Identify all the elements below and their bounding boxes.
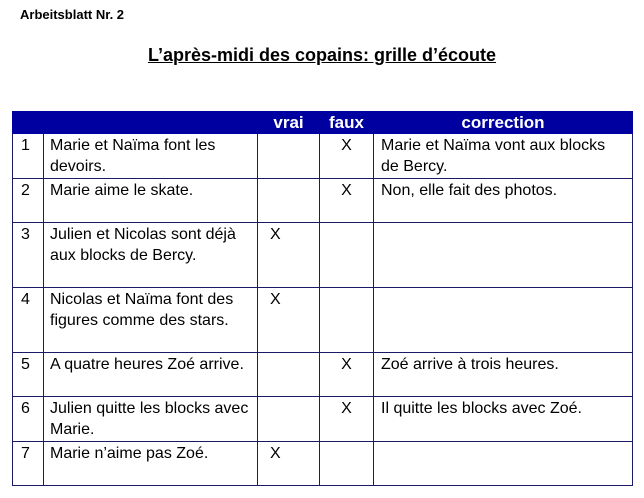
- correction-cell: Marie et Naïma vont aux blocks de Bercy.: [374, 134, 633, 179]
- table-row: [13, 134, 633, 179]
- header-vrai: vrai: [258, 112, 320, 134]
- faux-cell: [320, 288, 374, 353]
- faux-cell: X: [320, 134, 374, 179]
- faux-cell: X: [320, 353, 374, 397]
- table-row: [13, 179, 633, 223]
- statement-cell: Marie aime le skate.: [44, 179, 258, 223]
- vrai-cell: X: [258, 223, 320, 288]
- header-correction: correction: [374, 112, 633, 134]
- vrai-cell: X: [258, 442, 320, 486]
- row-number: 5: [13, 353, 44, 397]
- vrai-cell: [258, 134, 320, 179]
- listening-grid-table: [12, 111, 633, 486]
- correction-cell: Il quitte les blocks avec Zoé.: [374, 397, 633, 442]
- row-number: 3: [13, 223, 44, 288]
- faux-cell: X: [320, 397, 374, 442]
- vrai-cell: [258, 353, 320, 397]
- table-row: [13, 442, 633, 486]
- correction-cell: [374, 442, 633, 486]
- vrai-cell: [258, 397, 320, 442]
- faux-cell: [320, 442, 374, 486]
- row-number: 1: [13, 134, 44, 179]
- vrai-cell: [258, 179, 320, 223]
- table-row: [13, 223, 633, 288]
- table-row: [13, 353, 633, 397]
- statement-cell: Marie n’aime pas Zoé.: [44, 442, 258, 486]
- faux-cell: X: [320, 179, 374, 223]
- header-number: [13, 112, 44, 134]
- correction-cell: [374, 288, 633, 353]
- statement-cell: Nicolas et Naïma font des figures comme des stars.: [44, 288, 258, 353]
- vrai-cell: X: [258, 288, 320, 353]
- row-number: 4: [13, 288, 44, 353]
- table-header-row: [13, 112, 633, 134]
- statement-cell: Julien quitte les blocks avec Marie.: [44, 397, 258, 442]
- correction-cell: Zoé arrive à trois heures.: [374, 353, 633, 397]
- statement-cell: A quatre heures Zoé arrive.: [44, 353, 258, 397]
- table-row: [13, 288, 633, 353]
- header-faux: faux: [320, 112, 374, 134]
- row-number: 7: [13, 442, 44, 486]
- statement-cell: Julien et Nicolas sont déjà aux blocks de Bercy.: [44, 223, 258, 288]
- correction-cell: [374, 223, 633, 288]
- statement-cell: Marie et Naïma font les devoirs.: [44, 134, 258, 179]
- correction-cell: Non, elle fait des photos.: [374, 179, 633, 223]
- table-row: [13, 397, 633, 442]
- row-number: 6: [13, 397, 44, 442]
- row-number: 2: [13, 179, 44, 223]
- page-title: L’après-midi des copains: grille d’écoute: [147, 45, 497, 65]
- faux-cell: [320, 223, 374, 288]
- header-statement: [44, 112, 258, 134]
- worksheet-label: Arbeitsblatt Nr. 2: [20, 7, 125, 22]
